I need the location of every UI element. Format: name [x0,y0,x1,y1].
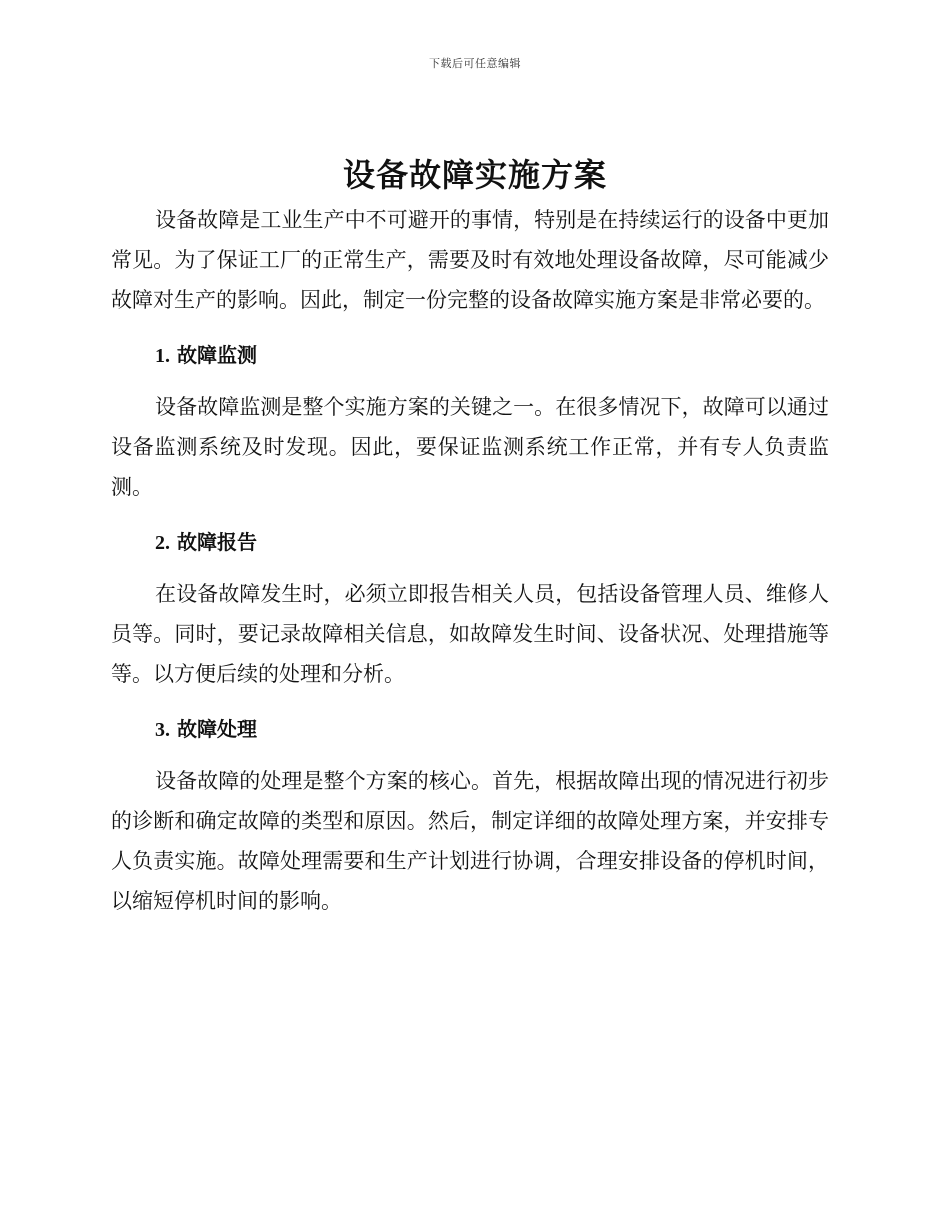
section-heading-monitoring [111,338,829,373]
section-title: 故障报告 [176,530,257,554]
section-number: 1. [155,345,170,367]
section-paragraph-reporting: 在设备故障发生时，必须立即报告相关人员，包括设备管理人员、维修人员等。同时，要记录故障相关信息，如故障发生时间、设备状况、处理措施等等。以方便后续的处理和分析。 [111,582,829,686]
section-paragraph-handling: 设备故障的处理是整个方案的核心。首先，根据故障出现的情况进行初步的诊断和确定故障的类型和原因。然后，制定详细的故障处理方案，并安排专人负责实施。故障处理需要和生产计划进行协调，合理安排设备的停机时间，以缩短停机时间的影响。 [111,769,829,913]
section-title: 故障处理 [176,717,257,741]
intro-paragraph: 设备故障是工业生产中不可避开的事情，特别是在持续运行的设备中更加常见。为了保证工厂的正常生产，需要及时有效地处理设备故障，尽可能减少故障对生产的影响。因此，制定一份完整的设备故障实施方案是非常必要的。 [111,208,829,312]
section-title: 故障监测 [176,343,257,367]
section-heading-handling [111,712,829,747]
section-number: 2. [155,532,170,554]
section-number: 3. [155,719,170,741]
document-title: 设备故障实施方案 [342,156,607,194]
section-paragraph-monitoring: 设备故障监测是整个实施方案的关键之一。在很多情况下，故障可以通过设备监测系统及时发现。因此，要保证监测系统工作正常，并有专人负责监测。 [111,395,829,499]
document-body [111,200,829,921]
page-header: 下载后可任意编辑 [429,57,521,70]
section-heading-reporting [111,525,829,560]
